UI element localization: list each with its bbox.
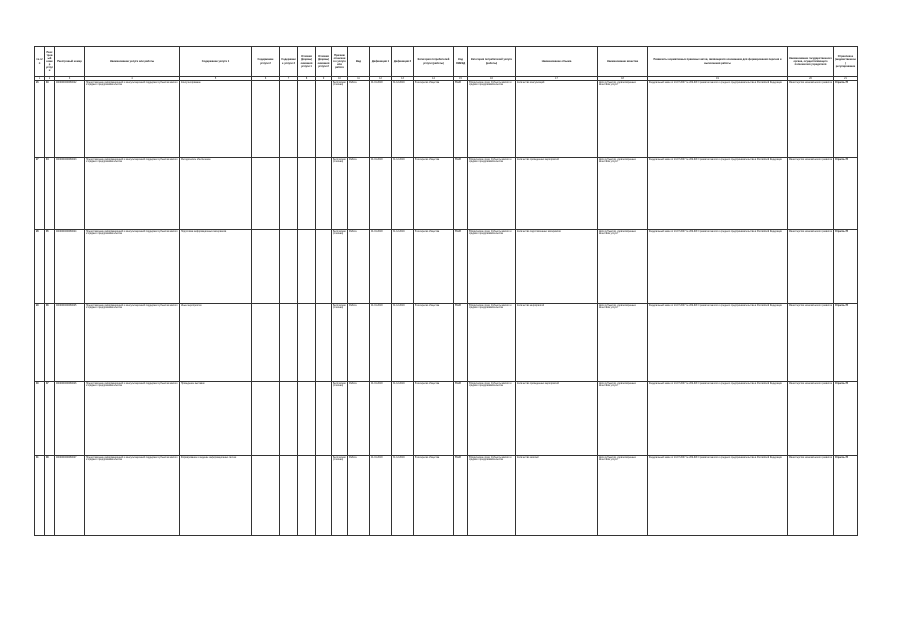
- legal-acts: Федеральный закон от 24.07.2007 № 209-ФЗ О развитии малого и среднего предпринимательства в Российской Федерации: [648, 382, 788, 456]
- condition-1: [298, 382, 316, 456]
- registry-table: [34, 46, 858, 536]
- sector-regulation: Отрасль 78: [834, 304, 858, 382]
- condition-2: [316, 382, 332, 456]
- column-number: 14: [414, 77, 454, 81]
- registry-number: 33: [45, 81, 55, 158]
- column-header: Условия (формы) оказания услуги 2: [316, 47, 332, 77]
- service-content-2: [252, 304, 280, 382]
- column-header: Наименование качества: [598, 47, 648, 77]
- volume-name: Количество подготовленных материалов: [516, 230, 598, 304]
- volume-name: Количество мероприятий: [516, 304, 598, 382]
- condition-1: [298, 304, 316, 382]
- registry-number: 34: [45, 158, 55, 230]
- header-row: [35, 47, 858, 77]
- column-header: Дефиниция 2: [392, 47, 414, 77]
- registry-number: 37: [45, 382, 55, 456]
- column-number: 12: [370, 77, 392, 81]
- sector-regulation: Отрасль 78: [834, 81, 858, 158]
- definition-2: 31.12.2019: [392, 382, 414, 456]
- condition-1: [298, 230, 316, 304]
- definition-2: 31.12.2019: [392, 304, 414, 382]
- legal-acts: Федеральный закон от 24.07.2007 № 209-ФЗ О развитии малого и среднего предпринимательства в Российской Федерации: [648, 230, 788, 304]
- condition-2: [316, 81, 332, 158]
- authority-name: Министерство экономического развития: [788, 158, 834, 230]
- table-row: [35, 456, 858, 536]
- column-number: 5: [180, 77, 252, 81]
- row-number: 28: [35, 230, 45, 304]
- column-number: 10: [332, 77, 348, 81]
- service-sign: Бесплатная (платная): [332, 158, 348, 230]
- column-header: Дефиниция 1: [370, 47, 392, 77]
- column-number: 1: [35, 77, 45, 81]
- service-name: Предоставление информационной и консультационной поддержки субъектам малого и среднего предпринимательства: [85, 382, 180, 456]
- column-number: 19: [648, 77, 788, 81]
- authority-name: Министерство экономического развития: [788, 230, 834, 304]
- column-number: 13: [392, 77, 414, 81]
- volume-name: Количество консультаций: [516, 81, 598, 158]
- column-header: № п/п: [35, 47, 45, 77]
- row-number: 29: [35, 304, 45, 382]
- column-number: 4: [85, 77, 180, 81]
- column-number: 8: [298, 77, 316, 81]
- definition-2: 31.12.2019: [392, 158, 414, 230]
- table-row: [35, 382, 858, 456]
- consumer-category-2: Юридические лица; Субъекты малого и среднего предпринимательства: [468, 382, 516, 456]
- service-content-1: Методическое обеспечение: [180, 158, 252, 230]
- column-number: 16: [468, 77, 516, 81]
- service-name: Предоставление информационной и консультационной поддержки субъектам малого и среднего предпринимательства: [85, 456, 180, 536]
- registry-code: 0000000000080022: [55, 81, 85, 158]
- column-number: 3: [55, 77, 85, 81]
- authority-name: Министерство экономического развития: [788, 304, 834, 382]
- registry-code: 0000000000080025: [55, 304, 85, 382]
- column-header: Содержание услуги 1: [180, 47, 252, 77]
- quality-name: Доля субъектов, удовлетворенных качеством услуги: [598, 81, 648, 158]
- registry-number: 35: [45, 230, 55, 304]
- row-number: 26: [35, 81, 45, 158]
- service-sign: Бесплатная (платная): [332, 304, 348, 382]
- legal-acts: Федеральный закон от 24.07.2007 № 209-ФЗ О развитии малого и среднего предпринимательства в Российской Федерации: [648, 304, 788, 382]
- definition-2: 31.12.2019: [392, 81, 414, 158]
- consumer-category-2: Юридические лица; Субъекты малого и среднего предпринимательства: [468, 230, 516, 304]
- column-header: Наименование государственного органа, осуществляющего полномочия учредителя: [788, 47, 834, 77]
- quality-name: Доля субъектов, удовлетворенных качеством услуги: [598, 230, 648, 304]
- column-header: Реквизиты нормативных правовых актов, являющихся основанием для формирования перечня и выполнения работы: [648, 47, 788, 77]
- definition-1: 01.01.2018: [370, 81, 392, 158]
- volume-name: Количество проведенных мероприятий: [516, 382, 598, 456]
- okved-code: 70.22: [454, 158, 468, 230]
- service-kind: Работа: [348, 230, 370, 304]
- column-number: 20: [788, 77, 834, 81]
- quality-name: Доля субъектов, удовлетворенных качеством услуги: [598, 158, 648, 230]
- column-number: 6: [252, 77, 280, 81]
- service-content-2: [252, 456, 280, 536]
- consumer-category-2: Юридические лица; Субъекты малого и среднего предпринимательства: [468, 456, 516, 536]
- condition-1: [298, 456, 316, 536]
- sector-regulation: Отрасль 78: [834, 230, 858, 304]
- service-content-2: [252, 81, 280, 158]
- service-kind: Работа: [348, 158, 370, 230]
- table-row: [35, 230, 858, 304]
- okved-code: 70.22: [454, 456, 468, 536]
- registry-code: 0000000000080023: [55, 158, 85, 230]
- column-header: Содержание услуги 3: [280, 47, 298, 77]
- service-content-3: [280, 382, 298, 456]
- service-sign: Бесплатная (платная): [332, 456, 348, 536]
- column-header: Реестровый номер услуги: [45, 47, 55, 77]
- row-number: 30: [35, 382, 45, 456]
- row-number: 31: [35, 456, 45, 536]
- service-kind: Работа: [348, 382, 370, 456]
- column-number: 18: [598, 77, 648, 81]
- volume-name: Количество записей: [516, 456, 598, 536]
- service-content-3: [280, 456, 298, 536]
- definition-1: 01.01.2018: [370, 304, 392, 382]
- service-content-3: [280, 158, 298, 230]
- registry-code: 0000000000080024: [55, 230, 85, 304]
- column-header: Категория потребителей услуги (работы): [468, 47, 516, 77]
- consumer-category: В интересах общества: [414, 456, 454, 536]
- legal-acts: Федеральный закон от 24.07.2007 № 209-ФЗ О развитии малого и среднего предпринимательства в Российской Федерации: [648, 456, 788, 536]
- column-header: Условия (формы) оказания услуги 1: [298, 47, 316, 77]
- okved-code: 70.22: [454, 304, 468, 382]
- quality-name: Доля субъектов, удовлетворенных качеством услуги: [598, 382, 648, 456]
- column-number: 11: [348, 77, 370, 81]
- quality-name: Доля субъектов, удовлетворенных качеством услуги: [598, 456, 648, 536]
- registry-number: 38: [45, 456, 55, 536]
- service-content-3: [280, 230, 298, 304]
- column-number: 9: [316, 77, 332, 81]
- service-content-1: Формирование и ведение информационных систем: [180, 456, 252, 536]
- service-content-1: Консультирование: [180, 81, 252, 158]
- registry-number: 36: [45, 304, 55, 382]
- service-name: Предоставление информационной и консультационной поддержки субъектам малого и среднего предпринимательства: [85, 304, 180, 382]
- column-header: Признак отнесения к услуге или работе: [332, 47, 348, 77]
- consumer-category: В интересах общества: [414, 158, 454, 230]
- consumer-category: В интересах общества: [414, 81, 454, 158]
- service-name: Предоставление информационной и консультационной поддержки субъектам малого и среднего предпринимательства: [85, 158, 180, 230]
- table-row: [35, 304, 858, 382]
- consumer-category-2: Юридические лица; Субъекты малого и среднего предпринимательства: [468, 81, 516, 158]
- service-content-2: [252, 158, 280, 230]
- sector-regulation: Отрасль 78: [834, 456, 858, 536]
- column-header: Содержание услуги 2: [252, 47, 280, 77]
- consumer-category-2: Юридические лица; Субъекты малого и среднего предпринимательства: [468, 158, 516, 230]
- consumer-category: В интересах общества: [414, 304, 454, 382]
- column-number: 2: [45, 77, 55, 81]
- table-row: [35, 81, 858, 158]
- okved-code: 70.22: [454, 382, 468, 456]
- service-kind: Работа: [348, 81, 370, 158]
- okved-code: 70.22: [454, 81, 468, 158]
- sector-regulation: Отрасль 78: [834, 158, 858, 230]
- definition-1: 01.01.2018: [370, 158, 392, 230]
- condition-2: [316, 158, 332, 230]
- column-header: Отраслевое (ведомственное) регулирование: [834, 47, 858, 77]
- column-header: Категория потребителей услуги (работы): [414, 47, 454, 77]
- legal-acts: Федеральный закон от 24.07.2007 № 209-ФЗ О развитии малого и среднего предпринимательства в Российской Федерации: [648, 81, 788, 158]
- consumer-category: В интересах общества: [414, 382, 454, 456]
- service-sign: Бесплатная (платная): [332, 81, 348, 158]
- service-sign: Бесплатная (платная): [332, 382, 348, 456]
- authority-name: Министерство экономического развития: [788, 382, 834, 456]
- column-header: Код ОКВЭД: [454, 47, 468, 77]
- service-name: Предоставление информационной и консультационной поддержки субъектам малого и среднего предпринимательства: [85, 81, 180, 158]
- quality-name: Доля субъектов, удовлетворенных качеством услуги: [598, 304, 648, 382]
- service-kind: Работа: [348, 304, 370, 382]
- okved-code: 70.22: [454, 230, 468, 304]
- service-content-1: Иные мероприятия: [180, 304, 252, 382]
- service-content-3: [280, 304, 298, 382]
- legal-acts: Федеральный закон от 24.07.2007 № 209-ФЗ О развитии малого и среднего предпринимательства в Российской Федерации: [648, 158, 788, 230]
- column-header: Наименование объема: [516, 47, 598, 77]
- definition-1: 01.01.2018: [370, 456, 392, 536]
- row-number: 27: [35, 158, 45, 230]
- definition-1: 01.01.2018: [370, 230, 392, 304]
- definition-2: 31.12.2019: [392, 456, 414, 536]
- service-content-2: [252, 230, 280, 304]
- registry-sheet: [34, 46, 857, 516]
- column-number: 17: [516, 77, 598, 81]
- service-content-2: [252, 382, 280, 456]
- definition-1: 01.01.2018: [370, 382, 392, 456]
- volume-name: Количество проведенных мероприятий: [516, 158, 598, 230]
- registry-code: 0000000000080027: [55, 456, 85, 536]
- authority-name: Министерство экономического развития: [788, 81, 834, 158]
- column-number: 15: [454, 77, 468, 81]
- service-content-3: [280, 81, 298, 158]
- service-sign: Бесплатная (платная): [332, 230, 348, 304]
- column-number: 21: [834, 77, 858, 81]
- sector-regulation: Отрасль 78: [834, 382, 858, 456]
- registry-code: 0000000000080026: [55, 382, 85, 456]
- condition-1: [298, 158, 316, 230]
- column-number: 7: [280, 77, 298, 81]
- condition-2: [316, 456, 332, 536]
- column-header: Вид: [348, 47, 370, 77]
- condition-2: [316, 304, 332, 382]
- authority-name: Министерство экономического развития: [788, 456, 834, 536]
- service-kind: Работа: [348, 456, 370, 536]
- service-content-1: Подготовка информационных материалов: [180, 230, 252, 304]
- column-header: Реестровый номер: [55, 47, 85, 77]
- consumer-category: В интересах общества: [414, 230, 454, 304]
- column-header: Наименование услуги или работы: [85, 47, 180, 77]
- table-row: [35, 158, 858, 230]
- definition-2: 31.12.2019: [392, 230, 414, 304]
- condition-2: [316, 230, 332, 304]
- consumer-category-2: Юридические лица; Субъекты малого и среднего предпринимательства: [468, 304, 516, 382]
- service-content-1: Проведение выставок: [180, 382, 252, 456]
- condition-1: [298, 81, 316, 158]
- service-name: Предоставление информационной и консультационной поддержки субъектам малого и среднего предпринимательства: [85, 230, 180, 304]
